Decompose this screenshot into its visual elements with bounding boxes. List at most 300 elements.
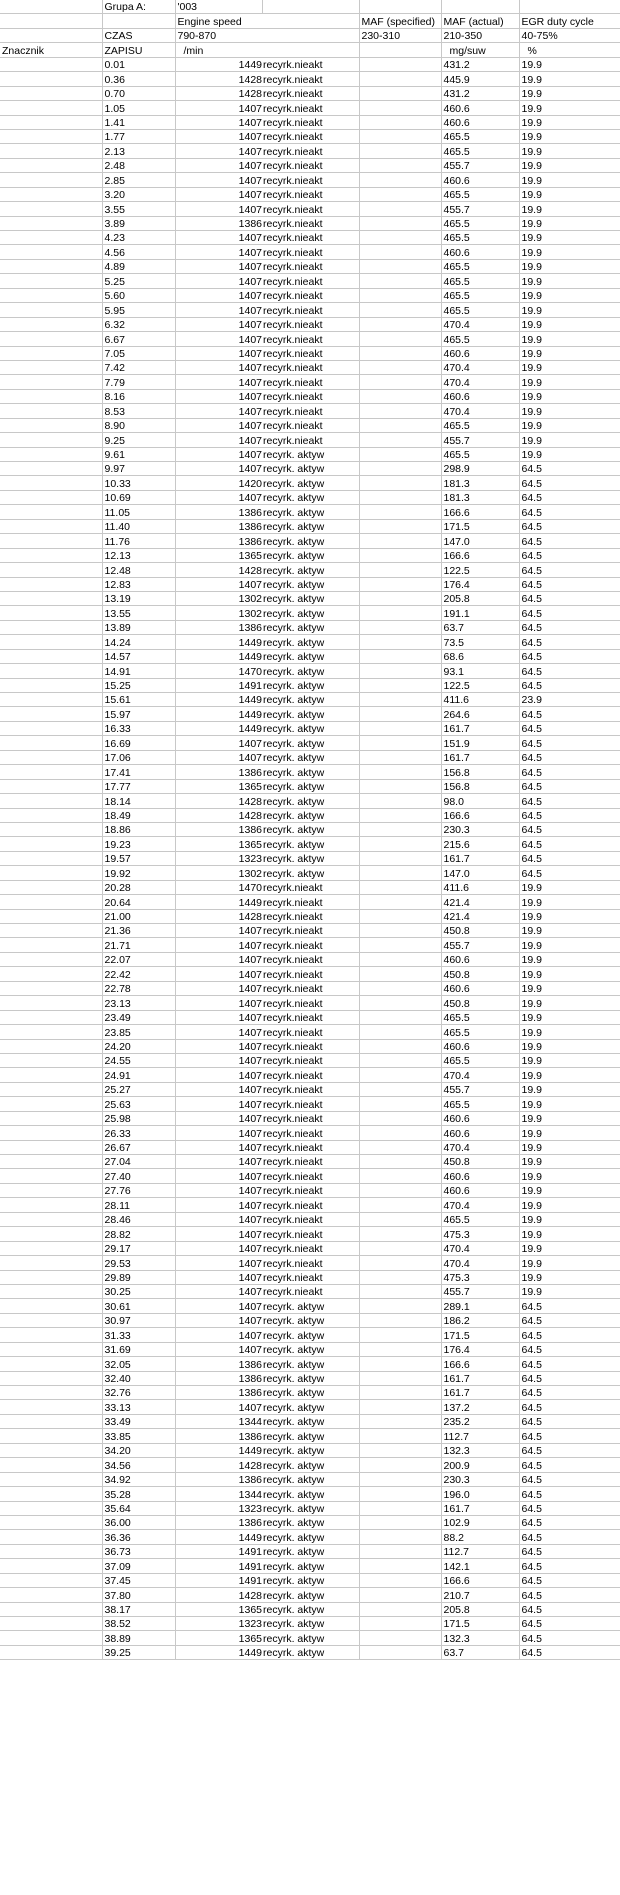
egr-status-cell[interactable]: recyrk. aktyw bbox=[262, 1617, 359, 1631]
maf-actual-cell[interactable]: 470.4 bbox=[441, 375, 519, 389]
maf-specified-cell[interactable] bbox=[359, 851, 441, 865]
znacznik-cell[interactable] bbox=[0, 1299, 102, 1313]
egr-duty-unit[interactable]: % bbox=[519, 43, 620, 57]
egr-duty-cell[interactable]: 64.5 bbox=[519, 721, 620, 735]
engine-speed-cell[interactable]: 1386 bbox=[175, 1357, 262, 1371]
time-cell[interactable]: 25.63 bbox=[102, 1097, 175, 1111]
maf-actual-cell[interactable]: 171.5 bbox=[441, 1617, 519, 1631]
znacznik-cell[interactable] bbox=[0, 721, 102, 735]
egr-duty-cell[interactable]: 64.5 bbox=[519, 736, 620, 750]
engine-speed-cell[interactable]: 1407 bbox=[175, 1126, 262, 1140]
egr-status-cell[interactable]: recyrk. aktyw bbox=[262, 736, 359, 750]
time-cell[interactable]: 35.64 bbox=[102, 1501, 175, 1515]
egr-duty-cell[interactable]: 64.5 bbox=[519, 1559, 620, 1573]
egr-status-cell[interactable]: recyrk.nieakt bbox=[262, 924, 359, 938]
time-cell[interactable]: 22.07 bbox=[102, 952, 175, 966]
maf-specified-cell[interactable] bbox=[359, 1414, 441, 1428]
egr-duty-cell[interactable]: 64.5 bbox=[519, 505, 620, 519]
maf-specified-cell[interactable] bbox=[359, 1631, 441, 1645]
egr-status-cell[interactable]: recyrk.nieakt bbox=[262, 187, 359, 201]
znacznik-cell[interactable] bbox=[0, 1039, 102, 1053]
time-cell[interactable]: 4.56 bbox=[102, 245, 175, 259]
znacznik-cell[interactable] bbox=[0, 317, 102, 331]
egr-duty-cell[interactable]: 19.9 bbox=[519, 144, 620, 158]
time-cell[interactable]: 32.76 bbox=[102, 1386, 175, 1400]
egr-duty-cell[interactable]: 64.5 bbox=[519, 1443, 620, 1457]
znacznik-cell[interactable] bbox=[0, 822, 102, 836]
maf-actual-cell[interactable]: 93.1 bbox=[441, 664, 519, 678]
egr-duty-cell[interactable]: 64.5 bbox=[519, 519, 620, 533]
maf-actual-cell[interactable]: 460.6 bbox=[441, 1169, 519, 1183]
egr-duty-cell[interactable]: 19.9 bbox=[519, 317, 620, 331]
maf-specified-cell[interactable] bbox=[359, 1082, 441, 1096]
egr-status-cell[interactable]: recyrk.nieakt bbox=[262, 404, 359, 418]
egr-status-cell[interactable]: recyrk.nieakt bbox=[262, 317, 359, 331]
egr-duty-cell[interactable]: 19.9 bbox=[519, 1025, 620, 1039]
engine-speed-cell[interactable]: 1407 bbox=[175, 173, 262, 187]
znacznik-cell[interactable] bbox=[0, 591, 102, 605]
maf-actual-cell[interactable]: 470.4 bbox=[441, 1068, 519, 1082]
maf-specified-cell[interactable] bbox=[359, 664, 441, 678]
egr-duty-cell[interactable]: 19.9 bbox=[519, 924, 620, 938]
time-cell[interactable]: 14.57 bbox=[102, 649, 175, 663]
maf-actual-cell[interactable]: 465.5 bbox=[441, 1025, 519, 1039]
egr-status-cell[interactable]: recyrk. aktyw bbox=[262, 1472, 359, 1486]
egr-duty-cell[interactable]: 64.5 bbox=[519, 462, 620, 476]
cell[interactable] bbox=[359, 0, 441, 14]
cell[interactable] bbox=[0, 0, 102, 14]
maf-specified-cell[interactable] bbox=[359, 866, 441, 880]
egr-status-cell[interactable]: recyrk. aktyw bbox=[262, 1342, 359, 1356]
znacznik-cell[interactable] bbox=[0, 1602, 102, 1616]
time-cell[interactable]: 7.42 bbox=[102, 360, 175, 374]
egr-status-cell[interactable]: recyrk.nieakt bbox=[262, 1270, 359, 1284]
egr-duty-cell[interactable]: 64.5 bbox=[519, 765, 620, 779]
maf-actual-cell[interactable]: 460.6 bbox=[441, 1111, 519, 1125]
engine-speed-cell[interactable]: 1449 bbox=[175, 693, 262, 707]
engine-speed-cell[interactable]: 1407 bbox=[175, 1025, 262, 1039]
engine-speed-cell[interactable]: 1386 bbox=[175, 216, 262, 230]
egr-duty-cell[interactable]: 64.5 bbox=[519, 476, 620, 490]
maf-specified-cell[interactable] bbox=[359, 1025, 441, 1039]
egr-status-cell[interactable]: recyrk.nieakt bbox=[262, 360, 359, 374]
time-cell[interactable]: 24.55 bbox=[102, 1053, 175, 1067]
czas-header[interactable]: CZAS bbox=[102, 28, 175, 42]
time-cell[interactable]: 0.01 bbox=[102, 57, 175, 71]
engine-speed-cell[interactable]: 1428 bbox=[175, 909, 262, 923]
maf-specified-cell[interactable] bbox=[359, 57, 441, 71]
maf-actual-cell[interactable]: 112.7 bbox=[441, 1544, 519, 1558]
egr-duty-cell[interactable]: 64.5 bbox=[519, 1458, 620, 1472]
znacznik-cell[interactable] bbox=[0, 1313, 102, 1327]
znacznik-cell[interactable] bbox=[0, 866, 102, 880]
egr-status-cell[interactable]: recyrk.nieakt bbox=[262, 216, 359, 230]
time-cell[interactable]: 22.78 bbox=[102, 981, 175, 995]
maf-actual-cell[interactable]: 465.5 bbox=[441, 418, 519, 432]
maf-actual-cell[interactable]: 431.2 bbox=[441, 57, 519, 71]
engine-speed-cell[interactable]: 1365 bbox=[175, 548, 262, 562]
maf-actual-cell[interactable]: 166.6 bbox=[441, 1573, 519, 1587]
time-cell[interactable]: 12.13 bbox=[102, 548, 175, 562]
egr-duty-cell[interactable]: 64.5 bbox=[519, 794, 620, 808]
engine-speed-cell[interactable]: 1428 bbox=[175, 1458, 262, 1472]
maf-actual-cell[interactable]: 455.7 bbox=[441, 938, 519, 952]
engine-speed-cell[interactable]: 1323 bbox=[175, 1501, 262, 1515]
time-cell[interactable]: 36.36 bbox=[102, 1530, 175, 1544]
maf-specified-cell[interactable] bbox=[359, 1183, 441, 1197]
maf-specified-cell[interactable] bbox=[359, 620, 441, 634]
maf-actual-cell[interactable]: 210.7 bbox=[441, 1588, 519, 1602]
egr-duty-cell[interactable]: 64.5 bbox=[519, 1530, 620, 1544]
maf-specified-cell[interactable] bbox=[359, 1645, 441, 1659]
egr-status-cell[interactable]: recyrk.nieakt bbox=[262, 418, 359, 432]
egr-status-cell[interactable]: recyrk.nieakt bbox=[262, 245, 359, 259]
time-cell[interactable]: 20.64 bbox=[102, 895, 175, 909]
maf-specified-cell[interactable] bbox=[359, 1126, 441, 1140]
engine-speed-cell[interactable]: 1365 bbox=[175, 837, 262, 851]
egr-duty-cell[interactable]: 19.9 bbox=[519, 1082, 620, 1096]
maf-actual-cell[interactable]: 205.8 bbox=[441, 1602, 519, 1616]
time-cell[interactable]: 15.97 bbox=[102, 707, 175, 721]
egr-duty-cell[interactable]: 19.9 bbox=[519, 101, 620, 115]
time-cell[interactable]: 26.67 bbox=[102, 1140, 175, 1154]
egr-duty-cell[interactable]: 23.9 bbox=[519, 693, 620, 707]
znacznik-cell[interactable] bbox=[0, 1631, 102, 1645]
engine-speed-cell[interactable]: 1449 bbox=[175, 721, 262, 735]
maf-actual-cell[interactable]: 455.7 bbox=[441, 202, 519, 216]
engine-speed-cell[interactable]: 1323 bbox=[175, 851, 262, 865]
maf-actual-cell[interactable]: 112.7 bbox=[441, 1429, 519, 1443]
time-cell[interactable]: 16.33 bbox=[102, 721, 175, 735]
maf-specified-cell[interactable] bbox=[359, 1602, 441, 1616]
time-cell[interactable]: 38.52 bbox=[102, 1617, 175, 1631]
znacznik-cell[interactable] bbox=[0, 1126, 102, 1140]
maf-specified-cell[interactable] bbox=[359, 1212, 441, 1226]
maf-specified-header[interactable]: MAF (specified) bbox=[359, 14, 441, 28]
znacznik-cell[interactable] bbox=[0, 259, 102, 273]
maf-actual-cell[interactable]: 156.8 bbox=[441, 765, 519, 779]
egr-status-cell[interactable]: recyrk.nieakt bbox=[262, 996, 359, 1010]
time-cell[interactable]: 25.27 bbox=[102, 1082, 175, 1096]
time-cell[interactable]: 10.69 bbox=[102, 490, 175, 504]
engine-speed-cell[interactable]: 1407 bbox=[175, 158, 262, 172]
egr-duty-cell[interactable]: 64.5 bbox=[519, 620, 620, 634]
egr-duty-cell[interactable]: 64.5 bbox=[519, 563, 620, 577]
maf-actual-cell[interactable]: 470.4 bbox=[441, 317, 519, 331]
egr-duty-cell[interactable]: 64.5 bbox=[519, 1299, 620, 1313]
maf-specified-cell[interactable] bbox=[359, 389, 441, 403]
maf-actual-cell[interactable]: 73.5 bbox=[441, 635, 519, 649]
time-cell[interactable]: 28.82 bbox=[102, 1227, 175, 1241]
time-cell[interactable]: 14.24 bbox=[102, 635, 175, 649]
egr-duty-cell[interactable]: 64.5 bbox=[519, 1357, 620, 1371]
maf-specified-cell[interactable] bbox=[359, 1443, 441, 1457]
znacznik-cell[interactable] bbox=[0, 1371, 102, 1385]
time-cell[interactable]: 0.70 bbox=[102, 86, 175, 100]
egr-duty-cell[interactable]: 64.5 bbox=[519, 649, 620, 663]
time-cell[interactable]: 1.05 bbox=[102, 101, 175, 115]
znacznik-cell[interactable] bbox=[0, 1111, 102, 1125]
time-cell[interactable]: 26.33 bbox=[102, 1126, 175, 1140]
egr-status-cell[interactable]: recyrk.nieakt bbox=[262, 1169, 359, 1183]
znacznik-cell[interactable] bbox=[0, 389, 102, 403]
znacznik-cell[interactable] bbox=[0, 375, 102, 389]
time-cell[interactable]: 9.61 bbox=[102, 447, 175, 461]
maf-actual-cell[interactable]: 230.3 bbox=[441, 822, 519, 836]
maf-specified-cell[interactable] bbox=[359, 1111, 441, 1125]
engine-speed-cell[interactable]: 1407 bbox=[175, 187, 262, 201]
egr-status-cell[interactable]: recyrk. aktyw bbox=[262, 1559, 359, 1573]
egr-duty-cell[interactable]: 19.9 bbox=[519, 86, 620, 100]
egr-status-cell[interactable]: recyrk.nieakt bbox=[262, 880, 359, 894]
znacznik-cell[interactable] bbox=[0, 1198, 102, 1212]
maf-actual-cell[interactable]: 465.5 bbox=[441, 144, 519, 158]
cell[interactable] bbox=[359, 43, 441, 57]
egr-status-cell[interactable]: recyrk. aktyw bbox=[262, 721, 359, 735]
time-cell[interactable]: 10.33 bbox=[102, 476, 175, 490]
egr-duty-cell[interactable]: 64.5 bbox=[519, 1342, 620, 1356]
znacznik-cell[interactable] bbox=[0, 577, 102, 591]
maf-actual-cell[interactable]: 470.4 bbox=[441, 1241, 519, 1255]
cell[interactable] bbox=[519, 0, 620, 14]
znacznik-cell[interactable] bbox=[0, 1645, 102, 1659]
time-cell[interactable]: 7.79 bbox=[102, 375, 175, 389]
maf-actual-cell[interactable]: 460.6 bbox=[441, 245, 519, 259]
maf-actual-cell[interactable]: 166.6 bbox=[441, 808, 519, 822]
maf-actual-cell[interactable]: 450.8 bbox=[441, 996, 519, 1010]
time-cell[interactable]: 27.76 bbox=[102, 1183, 175, 1197]
egr-status-cell[interactable]: recyrk. aktyw bbox=[262, 505, 359, 519]
znacznik-cell[interactable] bbox=[0, 303, 102, 317]
maf-actual-cell[interactable]: 176.4 bbox=[441, 1342, 519, 1356]
engine-speed-cell[interactable]: 1407 bbox=[175, 433, 262, 447]
time-cell[interactable]: 2.48 bbox=[102, 158, 175, 172]
egr-status-cell[interactable]: recyrk. aktyw bbox=[262, 1501, 359, 1515]
engine-speed-cell[interactable]: 1386 bbox=[175, 1515, 262, 1529]
engine-speed-range[interactable]: 790-870 bbox=[175, 28, 359, 42]
maf-specified-cell[interactable] bbox=[359, 707, 441, 721]
egr-duty-cell[interactable]: 64.5 bbox=[519, 837, 620, 851]
egr-status-cell[interactable]: recyrk.nieakt bbox=[262, 1198, 359, 1212]
time-cell[interactable]: 38.17 bbox=[102, 1602, 175, 1616]
znacznik-cell[interactable] bbox=[0, 1617, 102, 1631]
time-cell[interactable]: 4.23 bbox=[102, 231, 175, 245]
time-cell[interactable]: 3.89 bbox=[102, 216, 175, 230]
znacznik-cell[interactable] bbox=[0, 202, 102, 216]
maf-actual-cell[interactable]: 460.6 bbox=[441, 173, 519, 187]
egr-duty-cell[interactable]: 19.9 bbox=[519, 1126, 620, 1140]
egr-duty-range[interactable]: 40-75% bbox=[519, 28, 620, 42]
znacznik-cell[interactable] bbox=[0, 1530, 102, 1544]
znacznik-cell[interactable] bbox=[0, 288, 102, 302]
engine-speed-cell[interactable]: 1407 bbox=[175, 1241, 262, 1255]
egr-status-cell[interactable]: recyrk.nieakt bbox=[262, 1097, 359, 1111]
group-label[interactable]: Grupa A: bbox=[102, 0, 175, 14]
maf-specified-cell[interactable] bbox=[359, 1400, 441, 1414]
maf-specified-cell[interactable] bbox=[359, 563, 441, 577]
egr-duty-header[interactable]: EGR duty cycle bbox=[519, 14, 620, 28]
engine-speed-cell[interactable]: 1407 bbox=[175, 288, 262, 302]
egr-status-cell[interactable]: recyrk. aktyw bbox=[262, 822, 359, 836]
znacznik-cell[interactable] bbox=[0, 1284, 102, 1298]
egr-duty-cell[interactable]: 19.9 bbox=[519, 1284, 620, 1298]
maf-specified-cell[interactable] bbox=[359, 736, 441, 750]
egr-status-cell[interactable]: recyrk. aktyw bbox=[262, 1299, 359, 1313]
engine-speed-cell[interactable]: 1449 bbox=[175, 707, 262, 721]
maf-specified-cell[interactable] bbox=[359, 490, 441, 504]
znacznik-cell[interactable] bbox=[0, 736, 102, 750]
egr-duty-cell[interactable]: 19.9 bbox=[519, 1212, 620, 1226]
engine-speed-cell[interactable]: 1407 bbox=[175, 1313, 262, 1327]
egr-duty-cell[interactable]: 19.9 bbox=[519, 202, 620, 216]
engine-speed-cell[interactable]: 1420 bbox=[175, 476, 262, 490]
engine-speed-cell[interactable]: 1407 bbox=[175, 1082, 262, 1096]
engine-speed-cell[interactable]: 1407 bbox=[175, 1183, 262, 1197]
egr-duty-cell[interactable]: 19.9 bbox=[519, 389, 620, 403]
egr-duty-cell[interactable]: 19.9 bbox=[519, 1111, 620, 1125]
egr-duty-cell[interactable]: 19.9 bbox=[519, 288, 620, 302]
znacznik-cell[interactable] bbox=[0, 101, 102, 115]
egr-status-cell[interactable]: recyrk.nieakt bbox=[262, 909, 359, 923]
egr-duty-cell[interactable]: 64.5 bbox=[519, 707, 620, 721]
maf-specified-cell[interactable] bbox=[359, 404, 441, 418]
egr-duty-cell[interactable]: 19.9 bbox=[519, 360, 620, 374]
engine-speed-cell[interactable]: 1386 bbox=[175, 1386, 262, 1400]
engine-speed-cell[interactable]: 1407 bbox=[175, 967, 262, 981]
engine-speed-cell[interactable]: 1407 bbox=[175, 1039, 262, 1053]
egr-duty-cell[interactable]: 19.9 bbox=[519, 981, 620, 995]
znacznik-cell[interactable] bbox=[0, 895, 102, 909]
maf-actual-cell[interactable]: 161.7 bbox=[441, 750, 519, 764]
maf-actual-cell[interactable]: 191.1 bbox=[441, 606, 519, 620]
time-cell[interactable]: 38.89 bbox=[102, 1631, 175, 1645]
egr-status-cell[interactable]: recyrk.nieakt bbox=[262, 1126, 359, 1140]
maf-specified-cell[interactable] bbox=[359, 1270, 441, 1284]
engine-speed-cell[interactable]: 1386 bbox=[175, 620, 262, 634]
egr-duty-cell[interactable]: 19.9 bbox=[519, 1053, 620, 1067]
znacznik-cell[interactable] bbox=[0, 1472, 102, 1486]
egr-status-cell[interactable]: recyrk. aktyw bbox=[262, 447, 359, 461]
egr-status-cell[interactable]: recyrk.nieakt bbox=[262, 346, 359, 360]
znacznik-cell[interactable] bbox=[0, 678, 102, 692]
egr-status-cell[interactable]: recyrk. aktyw bbox=[262, 1414, 359, 1428]
maf-actual-cell[interactable]: 205.8 bbox=[441, 591, 519, 605]
time-cell[interactable]: 21.71 bbox=[102, 938, 175, 952]
maf-specified-cell[interactable] bbox=[359, 1227, 441, 1241]
maf-specified-cell[interactable] bbox=[359, 981, 441, 995]
time-cell[interactable]: 33.49 bbox=[102, 1414, 175, 1428]
engine-speed-cell[interactable]: 1407 bbox=[175, 1053, 262, 1067]
egr-duty-cell[interactable]: 19.9 bbox=[519, 895, 620, 909]
egr-status-cell[interactable]: recyrk. aktyw bbox=[262, 808, 359, 822]
engine-speed-cell[interactable]: 1407 bbox=[175, 462, 262, 476]
egr-status-cell[interactable]: recyrk.nieakt bbox=[262, 173, 359, 187]
engine-speed-cell[interactable]: 1428 bbox=[175, 808, 262, 822]
egr-duty-cell[interactable]: 19.9 bbox=[519, 1169, 620, 1183]
engine-speed-cell[interactable]: 1407 bbox=[175, 1155, 262, 1169]
egr-status-cell[interactable]: recyrk.nieakt bbox=[262, 259, 359, 273]
maf-specified-cell[interactable] bbox=[359, 505, 441, 519]
maf-actual-cell[interactable]: 465.5 bbox=[441, 274, 519, 288]
znacznik-cell[interactable] bbox=[0, 1140, 102, 1154]
maf-actual-cell[interactable]: 88.2 bbox=[441, 1530, 519, 1544]
maf-specified-cell[interactable] bbox=[359, 1284, 441, 1298]
time-cell[interactable]: 39.25 bbox=[102, 1645, 175, 1659]
maf-actual-cell[interactable]: 421.4 bbox=[441, 909, 519, 923]
engine-speed-cell[interactable]: 1407 bbox=[175, 101, 262, 115]
time-cell[interactable]: 12.48 bbox=[102, 563, 175, 577]
time-cell[interactable]: 21.00 bbox=[102, 909, 175, 923]
time-cell[interactable]: 18.14 bbox=[102, 794, 175, 808]
time-cell[interactable]: 27.04 bbox=[102, 1155, 175, 1169]
maf-actual-cell[interactable]: 122.5 bbox=[441, 678, 519, 692]
maf-specified-cell[interactable] bbox=[359, 1198, 441, 1212]
maf-specified-cell[interactable] bbox=[359, 1458, 441, 1472]
maf-specified-cell[interactable] bbox=[359, 1588, 441, 1602]
engine-speed-cell[interactable]: 1407 bbox=[175, 1140, 262, 1154]
maf-specified-cell[interactable] bbox=[359, 996, 441, 1010]
maf-actual-cell[interactable]: 465.5 bbox=[441, 1212, 519, 1226]
maf-actual-cell[interactable]: 147.0 bbox=[441, 534, 519, 548]
engine-speed-cell[interactable]: 1302 bbox=[175, 606, 262, 620]
maf-actual-cell[interactable]: 460.6 bbox=[441, 1039, 519, 1053]
maf-specified-cell[interactable] bbox=[359, 1573, 441, 1587]
egr-duty-cell[interactable]: 19.9 bbox=[519, 231, 620, 245]
engine-speed-cell[interactable]: 1407 bbox=[175, 202, 262, 216]
egr-duty-cell[interactable]: 19.9 bbox=[519, 129, 620, 143]
egr-duty-cell[interactable]: 19.9 bbox=[519, 245, 620, 259]
egr-status-cell[interactable]: recyrk. aktyw bbox=[262, 750, 359, 764]
egr-status-cell[interactable]: recyrk.nieakt bbox=[262, 1284, 359, 1298]
egr-status-cell[interactable]: recyrk.nieakt bbox=[262, 1082, 359, 1096]
engine-speed-cell[interactable]: 1365 bbox=[175, 1602, 262, 1616]
engine-speed-cell[interactable]: 1302 bbox=[175, 591, 262, 605]
time-cell[interactable]: 31.33 bbox=[102, 1328, 175, 1342]
time-cell[interactable]: 11.05 bbox=[102, 505, 175, 519]
engine-speed-cell[interactable]: 1407 bbox=[175, 404, 262, 418]
engine-speed-cell[interactable]: 1491 bbox=[175, 1573, 262, 1587]
egr-status-cell[interactable]: recyrk. aktyw bbox=[262, 534, 359, 548]
egr-status-cell[interactable]: recyrk. aktyw bbox=[262, 707, 359, 721]
maf-specified-cell[interactable] bbox=[359, 1544, 441, 1558]
time-cell[interactable]: 23.85 bbox=[102, 1025, 175, 1039]
egr-duty-cell[interactable]: 64.5 bbox=[519, 1429, 620, 1443]
maf-actual-cell[interactable]: 166.6 bbox=[441, 1357, 519, 1371]
znacznik-cell[interactable] bbox=[0, 1183, 102, 1197]
maf-specified-cell[interactable] bbox=[359, 794, 441, 808]
time-cell[interactable]: 30.97 bbox=[102, 1313, 175, 1327]
time-cell[interactable]: 15.25 bbox=[102, 678, 175, 692]
maf-specified-cell[interactable] bbox=[359, 375, 441, 389]
znacznik-cell[interactable] bbox=[0, 332, 102, 346]
znacznik-cell[interactable] bbox=[0, 952, 102, 966]
egr-status-cell[interactable]: recyrk. aktyw bbox=[262, 1487, 359, 1501]
egr-duty-cell[interactable]: 64.5 bbox=[519, 808, 620, 822]
time-cell[interactable]: 17.06 bbox=[102, 750, 175, 764]
engine-speed-cell[interactable]: 1407 bbox=[175, 259, 262, 273]
maf-actual-cell[interactable]: 455.7 bbox=[441, 158, 519, 172]
maf-actual-cell[interactable]: 264.6 bbox=[441, 707, 519, 721]
time-cell[interactable]: 25.98 bbox=[102, 1111, 175, 1125]
egr-status-cell[interactable]: recyrk. aktyw bbox=[262, 1530, 359, 1544]
egr-status-cell[interactable]: recyrk. aktyw bbox=[262, 1645, 359, 1659]
znacznik-cell[interactable] bbox=[0, 72, 102, 86]
time-cell[interactable]: 17.77 bbox=[102, 779, 175, 793]
egr-status-cell[interactable]: recyrk.nieakt bbox=[262, 1140, 359, 1154]
engine-speed-cell[interactable]: 1407 bbox=[175, 1284, 262, 1298]
egr-status-cell[interactable]: recyrk. aktyw bbox=[262, 693, 359, 707]
znacznik-cell[interactable] bbox=[0, 158, 102, 172]
